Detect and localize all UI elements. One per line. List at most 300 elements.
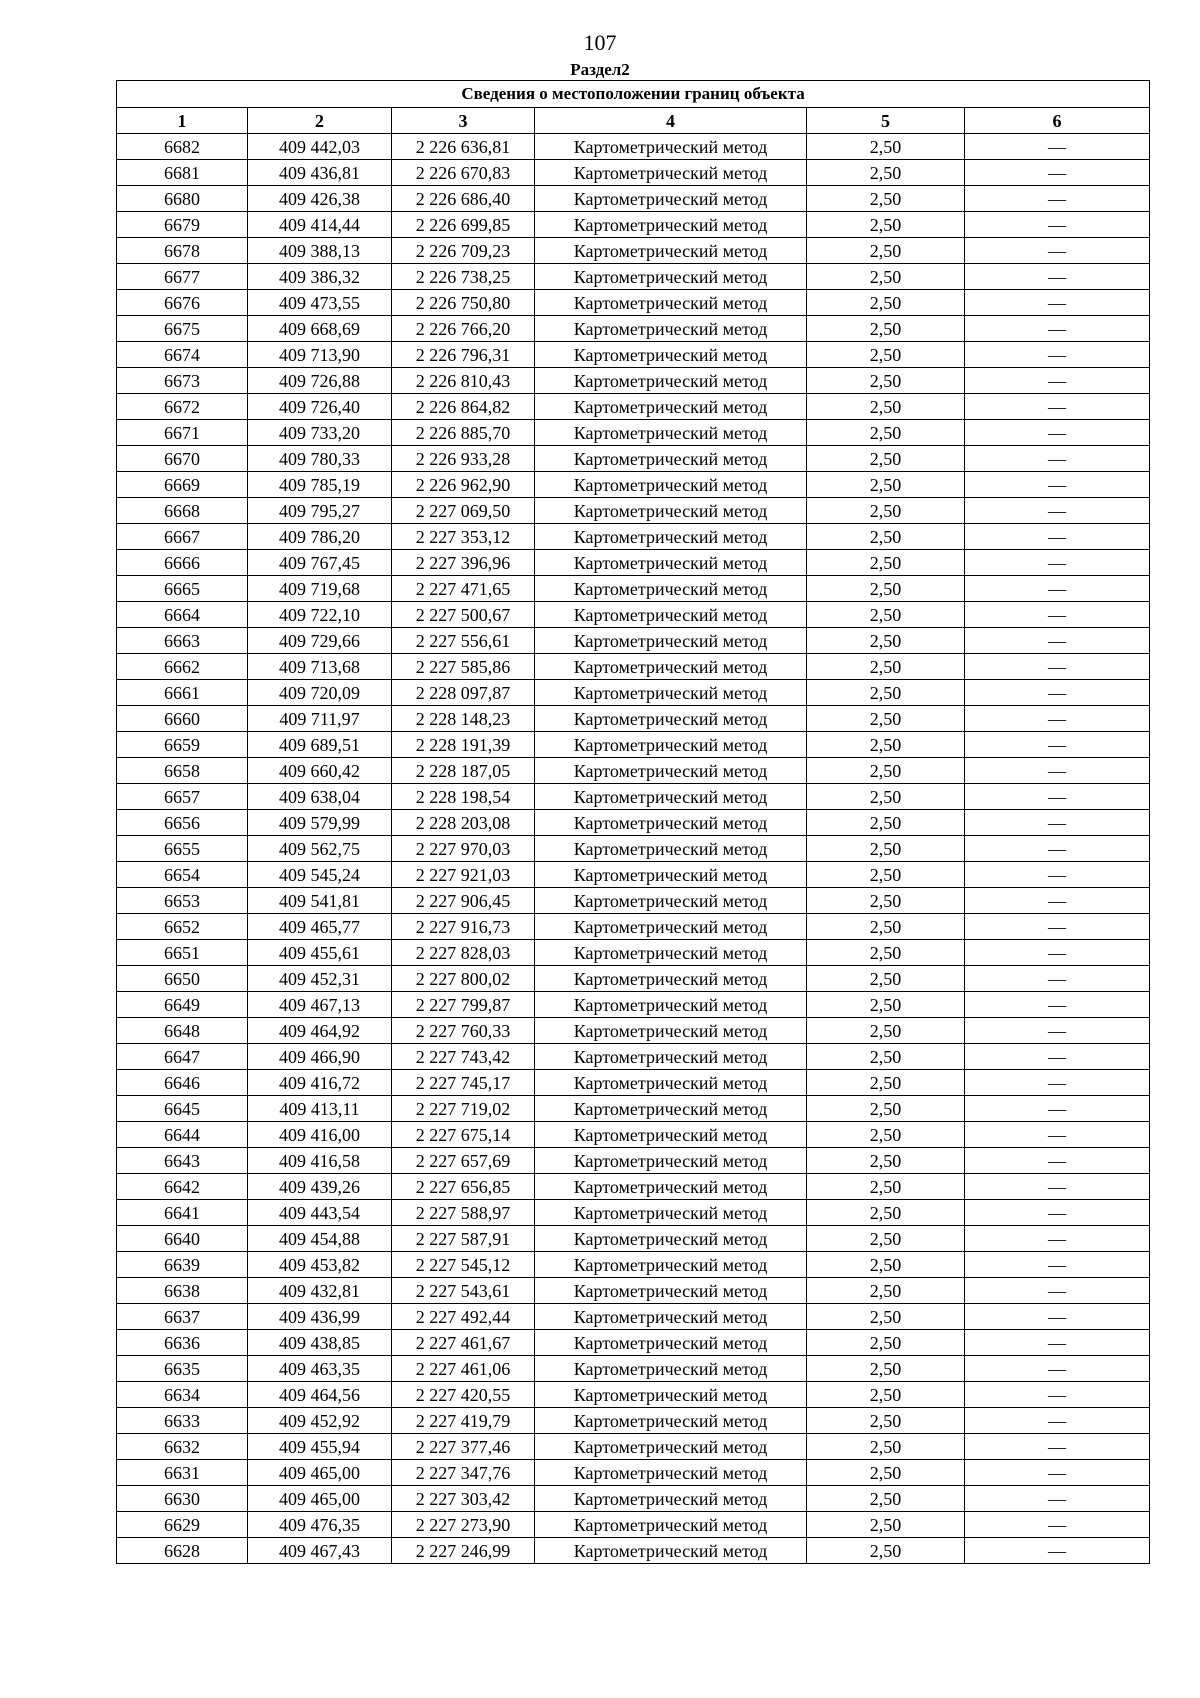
y-coordinate-cell: 2 227 675,14	[392, 1122, 535, 1148]
method-cell: Картометрический метод	[535, 1148, 807, 1174]
description-cell: —	[965, 836, 1150, 862]
accuracy-cell: 2,50	[807, 446, 965, 472]
x-coordinate-cell: 409 660,42	[248, 758, 392, 784]
accuracy-cell: 2,50	[807, 1460, 965, 1486]
y-coordinate-cell: 2 227 545,12	[392, 1252, 535, 1278]
table-row	[117, 1486, 1150, 1512]
point-number-cell: 6632	[117, 1434, 248, 1460]
method-cell: Картометрический метод	[535, 1304, 807, 1330]
x-coordinate-cell: 409 713,68	[248, 654, 392, 680]
description-cell: —	[965, 160, 1150, 186]
description-cell: —	[965, 862, 1150, 888]
description-cell: —	[965, 550, 1150, 576]
point-number-cell: 6631	[117, 1460, 248, 1486]
y-coordinate-cell: 2 226 933,28	[392, 446, 535, 472]
point-number-cell: 6654	[117, 862, 248, 888]
description-cell: —	[965, 1356, 1150, 1382]
column-header: 1	[117, 108, 248, 134]
description-cell: —	[965, 1044, 1150, 1070]
method-cell: Картометрический метод	[535, 1382, 807, 1408]
accuracy-cell: 2,50	[807, 238, 965, 264]
y-coordinate-cell: 2 227 585,86	[392, 654, 535, 680]
table-row	[117, 1512, 1150, 1538]
method-cell: Картометрический метод	[535, 342, 807, 368]
method-cell: Картометрический метод	[535, 836, 807, 862]
y-coordinate-cell: 2 227 743,42	[392, 1044, 535, 1070]
x-coordinate-cell: 409 541,81	[248, 888, 392, 914]
y-coordinate-cell: 2 228 148,23	[392, 706, 535, 732]
x-coordinate-cell: 409 713,90	[248, 342, 392, 368]
y-coordinate-cell: 2 227 396,96	[392, 550, 535, 576]
accuracy-cell: 2,50	[807, 1018, 965, 1044]
accuracy-cell: 2,50	[807, 862, 965, 888]
method-cell: Картометрический метод	[535, 1044, 807, 1070]
x-coordinate-cell: 409 467,43	[248, 1538, 392, 1564]
description-cell: —	[965, 1486, 1150, 1512]
description-cell: —	[965, 342, 1150, 368]
method-cell: Картометрический метод	[535, 1330, 807, 1356]
y-coordinate-cell: 2 227 347,76	[392, 1460, 535, 1486]
method-cell: Картометрический метод	[535, 732, 807, 758]
x-coordinate-cell: 409 452,31	[248, 966, 392, 992]
table-row	[117, 186, 1150, 212]
x-coordinate-cell: 409 689,51	[248, 732, 392, 758]
table-row	[117, 576, 1150, 602]
x-coordinate-cell: 409 442,03	[248, 134, 392, 160]
method-cell: Картометрический метод	[535, 472, 807, 498]
description-cell: —	[965, 628, 1150, 654]
accuracy-cell: 2,50	[807, 550, 965, 576]
table-row	[117, 602, 1150, 628]
point-number-cell: 6664	[117, 602, 248, 628]
table-row	[117, 1538, 1150, 1564]
table-row	[117, 966, 1150, 992]
table-row	[117, 472, 1150, 498]
table-row	[117, 1096, 1150, 1122]
description-cell: —	[965, 914, 1150, 940]
accuracy-cell: 2,50	[807, 940, 965, 966]
accuracy-cell: 2,50	[807, 212, 965, 238]
accuracy-cell: 2,50	[807, 1538, 965, 1564]
table-body	[117, 134, 1150, 1564]
point-number-cell: 6682	[117, 134, 248, 160]
method-cell: Картометрический метод	[535, 992, 807, 1018]
description-cell: —	[965, 1278, 1150, 1304]
table-row	[117, 1148, 1150, 1174]
method-cell: Картометрический метод	[535, 1278, 807, 1304]
point-number-cell: 6658	[117, 758, 248, 784]
description-cell: —	[965, 810, 1150, 836]
method-cell: Картометрический метод	[535, 1486, 807, 1512]
y-coordinate-cell: 2 226 810,43	[392, 368, 535, 394]
x-coordinate-cell: 409 545,24	[248, 862, 392, 888]
y-coordinate-cell: 2 227 828,03	[392, 940, 535, 966]
method-cell: Картометрический метод	[535, 498, 807, 524]
y-coordinate-cell: 2 227 500,67	[392, 602, 535, 628]
y-coordinate-cell: 2 226 686,40	[392, 186, 535, 212]
method-cell: Картометрический метод	[535, 394, 807, 420]
accuracy-cell: 2,50	[807, 1356, 965, 1382]
point-number-cell: 6639	[117, 1252, 248, 1278]
x-coordinate-cell: 409 432,81	[248, 1278, 392, 1304]
description-cell: —	[965, 238, 1150, 264]
accuracy-cell: 2,50	[807, 784, 965, 810]
y-coordinate-cell: 2 227 461,06	[392, 1356, 535, 1382]
accuracy-cell: 2,50	[807, 732, 965, 758]
method-cell: Картометрический метод	[535, 1018, 807, 1044]
table-row	[117, 1460, 1150, 1486]
table-row	[117, 1044, 1150, 1070]
point-number-cell: 6673	[117, 368, 248, 394]
method-cell: Картометрический метод	[535, 1512, 807, 1538]
x-coordinate-cell: 409 414,44	[248, 212, 392, 238]
x-coordinate-cell: 409 733,20	[248, 420, 392, 446]
accuracy-cell: 2,50	[807, 1122, 965, 1148]
point-number-cell: 6669	[117, 472, 248, 498]
method-cell: Картометрический метод	[535, 1174, 807, 1200]
description-cell: —	[965, 1434, 1150, 1460]
x-coordinate-cell: 409 464,56	[248, 1382, 392, 1408]
x-coordinate-cell: 409 729,66	[248, 628, 392, 654]
accuracy-cell: 2,50	[807, 1278, 965, 1304]
point-number-cell: 6635	[117, 1356, 248, 1382]
page-number: 107	[583, 30, 617, 55]
description-cell: —	[965, 134, 1150, 160]
accuracy-cell: 2,50	[807, 1252, 965, 1278]
method-cell: Картометрический метод	[535, 680, 807, 706]
point-number-cell: 6668	[117, 498, 248, 524]
description-cell: —	[965, 1252, 1150, 1278]
point-number-cell: 6677	[117, 264, 248, 290]
accuracy-cell: 2,50	[807, 1070, 965, 1096]
y-coordinate-cell: 2 226 699,85	[392, 212, 535, 238]
accuracy-cell: 2,50	[807, 342, 965, 368]
y-coordinate-cell: 2 227 556,61	[392, 628, 535, 654]
x-coordinate-cell: 409 786,20	[248, 524, 392, 550]
point-number-cell: 6666	[117, 550, 248, 576]
point-number-cell: 6678	[117, 238, 248, 264]
description-cell: —	[965, 1096, 1150, 1122]
method-cell: Картометрический метод	[535, 654, 807, 680]
method-cell: Картометрический метод	[535, 524, 807, 550]
description-cell: —	[965, 1304, 1150, 1330]
description-cell: —	[965, 472, 1150, 498]
y-coordinate-cell: 2 226 864,82	[392, 394, 535, 420]
method-cell: Картометрический метод	[535, 446, 807, 472]
y-coordinate-cell: 2 226 636,81	[392, 134, 535, 160]
table-row	[117, 888, 1150, 914]
description-cell: —	[965, 1174, 1150, 1200]
y-coordinate-cell: 2 226 766,20	[392, 316, 535, 342]
method-cell: Картометрический метод	[535, 706, 807, 732]
point-number-cell: 6630	[117, 1486, 248, 1512]
description-cell: —	[965, 212, 1150, 238]
table-row	[117, 654, 1150, 680]
table-row	[117, 1356, 1150, 1382]
y-coordinate-cell: 2 226 738,25	[392, 264, 535, 290]
y-coordinate-cell: 2 227 800,02	[392, 966, 535, 992]
y-coordinate-cell: 2 227 970,03	[392, 836, 535, 862]
point-number-cell: 6645	[117, 1096, 248, 1122]
x-coordinate-cell: 409 726,40	[248, 394, 392, 420]
method-cell: Картометрический метод	[535, 602, 807, 628]
accuracy-cell: 2,50	[807, 186, 965, 212]
x-coordinate-cell: 409 780,33	[248, 446, 392, 472]
y-coordinate-cell: 2 227 588,97	[392, 1200, 535, 1226]
y-coordinate-cell: 2 227 419,79	[392, 1408, 535, 1434]
x-coordinate-cell: 409 388,13	[248, 238, 392, 264]
x-coordinate-cell: 409 720,09	[248, 680, 392, 706]
x-coordinate-cell: 409 467,13	[248, 992, 392, 1018]
description-cell: —	[965, 1226, 1150, 1252]
x-coordinate-cell: 409 386,32	[248, 264, 392, 290]
x-coordinate-cell: 409 466,90	[248, 1044, 392, 1070]
description-cell: —	[965, 706, 1150, 732]
x-coordinate-cell: 409 443,54	[248, 1200, 392, 1226]
point-number-cell: 6656	[117, 810, 248, 836]
y-coordinate-cell: 2 226 709,23	[392, 238, 535, 264]
y-coordinate-cell: 2 228 198,54	[392, 784, 535, 810]
method-cell: Картометрический метод	[535, 1200, 807, 1226]
y-coordinate-cell: 2 227 906,45	[392, 888, 535, 914]
y-coordinate-cell: 2 227 461,67	[392, 1330, 535, 1356]
description-cell: —	[965, 498, 1150, 524]
description-cell: —	[965, 576, 1150, 602]
method-cell: Картометрический метод	[535, 316, 807, 342]
table-row	[117, 1200, 1150, 1226]
x-coordinate-cell: 409 668,69	[248, 316, 392, 342]
table-title: Сведения о местоположении границ объекта	[117, 81, 1150, 108]
point-number-cell: 6661	[117, 680, 248, 706]
point-number-cell: 6636	[117, 1330, 248, 1356]
description-cell: —	[965, 940, 1150, 966]
method-cell: Картометрический метод	[535, 290, 807, 316]
point-number-cell: 6646	[117, 1070, 248, 1096]
point-number-cell: 6665	[117, 576, 248, 602]
boundary-coordinates-table	[116, 80, 1150, 1564]
x-coordinate-cell: 409 436,81	[248, 160, 392, 186]
table-row	[117, 1122, 1150, 1148]
table-row	[117, 1174, 1150, 1200]
table-row	[117, 784, 1150, 810]
y-coordinate-cell: 2 227 492,44	[392, 1304, 535, 1330]
point-number-cell: 6647	[117, 1044, 248, 1070]
description-cell: —	[965, 1538, 1150, 1564]
point-number-cell: 6653	[117, 888, 248, 914]
y-coordinate-cell: 2 227 745,17	[392, 1070, 535, 1096]
table-row	[117, 836, 1150, 862]
accuracy-cell: 2,50	[807, 316, 965, 342]
accuracy-cell: 2,50	[807, 628, 965, 654]
y-coordinate-cell: 2 227 760,33	[392, 1018, 535, 1044]
table-row	[117, 810, 1150, 836]
method-cell: Картометрический метод	[535, 134, 807, 160]
accuracy-cell: 2,50	[807, 420, 965, 446]
accuracy-cell: 2,50	[807, 576, 965, 602]
x-coordinate-cell: 409 719,68	[248, 576, 392, 602]
table-row	[117, 394, 1150, 420]
table-row	[117, 1382, 1150, 1408]
description-cell: —	[965, 524, 1150, 550]
accuracy-cell: 2,50	[807, 394, 965, 420]
table-row	[117, 1434, 1150, 1460]
accuracy-cell: 2,50	[807, 1512, 965, 1538]
description-cell: —	[965, 446, 1150, 472]
table-row	[117, 212, 1150, 238]
point-number-cell: 6667	[117, 524, 248, 550]
x-coordinate-cell: 409 413,11	[248, 1096, 392, 1122]
method-cell: Картометрический метод	[535, 1356, 807, 1382]
accuracy-cell: 2,50	[807, 602, 965, 628]
accuracy-cell: 2,50	[807, 524, 965, 550]
method-cell: Картометрический метод	[535, 238, 807, 264]
point-number-cell: 6674	[117, 342, 248, 368]
description-cell: —	[965, 1408, 1150, 1434]
y-coordinate-cell: 2 227 543,61	[392, 1278, 535, 1304]
accuracy-cell: 2,50	[807, 498, 965, 524]
y-coordinate-cell: 2 227 799,87	[392, 992, 535, 1018]
x-coordinate-cell: 409 454,88	[248, 1226, 392, 1252]
point-number-cell: 6672	[117, 394, 248, 420]
y-coordinate-cell: 2 226 885,70	[392, 420, 535, 446]
accuracy-cell: 2,50	[807, 654, 965, 680]
accuracy-cell: 2,50	[807, 1174, 965, 1200]
accuracy-cell: 2,50	[807, 888, 965, 914]
method-cell: Картометрический метод	[535, 966, 807, 992]
x-coordinate-cell: 409 726,88	[248, 368, 392, 394]
accuracy-cell: 2,50	[807, 290, 965, 316]
point-number-cell: 6651	[117, 940, 248, 966]
table-row	[117, 1278, 1150, 1304]
method-cell: Картометрический метод	[535, 628, 807, 654]
method-cell: Картометрический метод	[535, 186, 807, 212]
y-coordinate-cell: 2 227 916,73	[392, 914, 535, 940]
y-coordinate-cell: 2 228 203,08	[392, 810, 535, 836]
description-cell: —	[965, 1460, 1150, 1486]
y-coordinate-cell: 2 226 796,31	[392, 342, 535, 368]
y-coordinate-cell: 2 227 420,55	[392, 1382, 535, 1408]
description-cell: —	[965, 784, 1150, 810]
x-coordinate-cell: 409 579,99	[248, 810, 392, 836]
y-coordinate-cell: 2 228 191,39	[392, 732, 535, 758]
x-coordinate-cell: 409 436,99	[248, 1304, 392, 1330]
column-header: 5	[807, 108, 965, 134]
description-cell: —	[965, 1148, 1150, 1174]
description-cell: —	[965, 992, 1150, 1018]
method-cell: Картометрический метод	[535, 1408, 807, 1434]
description-cell: —	[965, 732, 1150, 758]
y-coordinate-cell: 2 226 962,90	[392, 472, 535, 498]
point-number-cell: 6680	[117, 186, 248, 212]
x-coordinate-cell: 409 795,27	[248, 498, 392, 524]
accuracy-cell: 2,50	[807, 810, 965, 836]
method-cell: Картометрический метод	[535, 758, 807, 784]
description-cell: —	[965, 654, 1150, 680]
description-cell: —	[965, 758, 1150, 784]
point-number-cell: 6644	[117, 1122, 248, 1148]
table-row	[117, 238, 1150, 264]
x-coordinate-cell: 409 464,92	[248, 1018, 392, 1044]
accuracy-cell: 2,50	[807, 1408, 965, 1434]
y-coordinate-cell: 2 227 587,91	[392, 1226, 535, 1252]
method-cell: Картометрический метод	[535, 914, 807, 940]
table-row	[117, 446, 1150, 472]
y-coordinate-cell: 2 227 069,50	[392, 498, 535, 524]
description-cell: —	[965, 1018, 1150, 1044]
table-row	[117, 290, 1150, 316]
x-coordinate-cell: 409 453,82	[248, 1252, 392, 1278]
point-number-cell: 6670	[117, 446, 248, 472]
point-number-cell: 6652	[117, 914, 248, 940]
x-coordinate-cell: 409 465,00	[248, 1486, 392, 1512]
x-coordinate-cell: 409 722,10	[248, 602, 392, 628]
table-row	[117, 914, 1150, 940]
table-row	[117, 264, 1150, 290]
column-header: 2	[248, 108, 392, 134]
description-cell: —	[965, 1200, 1150, 1226]
y-coordinate-cell: 2 226 750,80	[392, 290, 535, 316]
accuracy-cell: 2,50	[807, 1382, 965, 1408]
method-cell: Картометрический метод	[535, 160, 807, 186]
point-number-cell: 6628	[117, 1538, 248, 1564]
section-label: Раздел2	[570, 60, 630, 79]
point-number-cell: 6642	[117, 1174, 248, 1200]
x-coordinate-cell: 409 463,35	[248, 1356, 392, 1382]
y-coordinate-cell: 2 228 097,87	[392, 680, 535, 706]
table-row	[117, 160, 1150, 186]
accuracy-cell: 2,50	[807, 758, 965, 784]
table-row	[117, 706, 1150, 732]
table-row	[117, 550, 1150, 576]
table-row	[117, 1070, 1150, 1096]
x-coordinate-cell: 409 465,00	[248, 1460, 392, 1486]
accuracy-cell: 2,50	[807, 836, 965, 862]
table-row	[117, 134, 1150, 160]
description-cell: —	[965, 1122, 1150, 1148]
point-number-cell: 6679	[117, 212, 248, 238]
accuracy-cell: 2,50	[807, 1096, 965, 1122]
description-cell: —	[965, 290, 1150, 316]
method-cell: Картометрический метод	[535, 784, 807, 810]
point-number-cell: 6675	[117, 316, 248, 342]
y-coordinate-cell: 2 227 377,46	[392, 1434, 535, 1460]
x-coordinate-cell: 409 439,26	[248, 1174, 392, 1200]
point-number-cell: 6671	[117, 420, 248, 446]
x-coordinate-cell: 409 465,77	[248, 914, 392, 940]
point-number-cell: 6629	[117, 1512, 248, 1538]
point-number-cell: 6633	[117, 1408, 248, 1434]
table-row	[117, 420, 1150, 446]
table-row	[117, 342, 1150, 368]
table-row	[117, 758, 1150, 784]
point-number-cell: 6643	[117, 1148, 248, 1174]
accuracy-cell: 2,50	[807, 966, 965, 992]
point-number-cell: 6640	[117, 1226, 248, 1252]
table-row	[117, 524, 1150, 550]
description-cell: —	[965, 316, 1150, 342]
description-cell: —	[965, 966, 1150, 992]
x-coordinate-cell: 409 438,85	[248, 1330, 392, 1356]
accuracy-cell: 2,50	[807, 992, 965, 1018]
method-cell: Картометрический метод	[535, 212, 807, 238]
x-coordinate-cell: 409 562,75	[248, 836, 392, 862]
description-cell: —	[965, 368, 1150, 394]
method-cell: Картометрический метод	[535, 862, 807, 888]
point-number-cell: 6681	[117, 160, 248, 186]
x-coordinate-cell: 409 476,35	[248, 1512, 392, 1538]
x-coordinate-cell: 409 416,58	[248, 1148, 392, 1174]
x-coordinate-cell: 409 455,94	[248, 1434, 392, 1460]
